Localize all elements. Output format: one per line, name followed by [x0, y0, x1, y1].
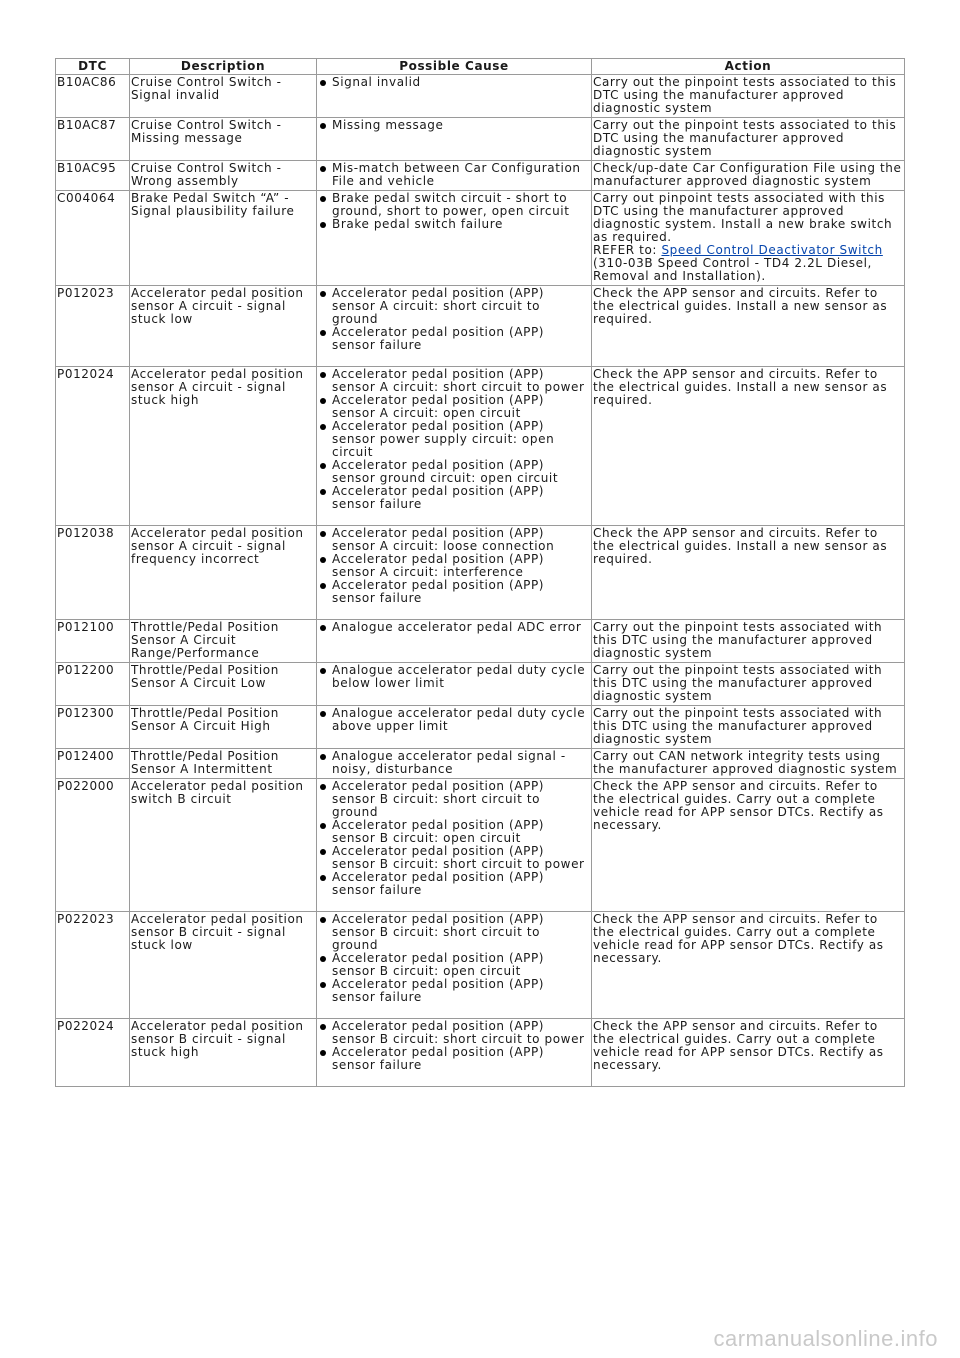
- header-action: Action: [592, 59, 905, 75]
- cause-item: [332, 527, 590, 553]
- dtc-description: Cruise Control Switch - Wrong assembly: [130, 161, 317, 191]
- cause-text: Accelerator pedal position (APP) sensor power supply circuit: open circuit: [332, 419, 555, 459]
- cause-item: [332, 485, 590, 511]
- cause-text: Accelerator pedal position (APP) sensor failure: [332, 1045, 545, 1072]
- action-text: Check the APP sensor and circuits. Refer to the electrical guides. Carry out a complete vehicle read for APP sensor DTCs. Rectify as necessary.: [593, 779, 884, 832]
- bullet-icon: [320, 784, 326, 790]
- cause-text: Accelerator pedal position (APP) sensor failure: [332, 484, 545, 511]
- dtc-description: Accelerator pedal position sensor B circuit - signal stuck low: [130, 912, 317, 1019]
- table-row: [56, 367, 905, 526]
- action-cell: [592, 367, 905, 526]
- action-cell: [592, 706, 905, 749]
- action-cell: [592, 663, 905, 706]
- cause-text: Mis-match between Car Configuration File and vehicle: [332, 161, 581, 188]
- cause-item: [332, 621, 590, 634]
- table-row: [56, 779, 905, 912]
- bullet-icon: [320, 1024, 326, 1030]
- dtc-description: Cruise Control Switch - Missing message: [130, 118, 317, 161]
- watermark-text: carmanualsonline.info: [713, 1326, 938, 1351]
- table-row: [56, 118, 905, 161]
- action-cell: [592, 779, 905, 912]
- bullet-icon: [320, 557, 326, 563]
- cause-item: [332, 368, 590, 394]
- dtc-code: P012200: [56, 663, 130, 706]
- cause-item: [332, 162, 590, 188]
- cause-item: [332, 780, 590, 819]
- cause-text: Accelerator pedal position (APP) sensor A circuit: open circuit: [332, 393, 545, 420]
- dtc-description: Brake Pedal Switch “A” - Signal plausibility failure: [130, 191, 317, 286]
- bullet-icon: [320, 222, 326, 228]
- bullet-icon: [320, 166, 326, 172]
- action-text: Carry out the pinpoint tests associated with this DTC using the manufacturer approved diagnostic system: [593, 706, 883, 746]
- cause-item: [332, 459, 590, 485]
- cause-text: Accelerator pedal position (APP) sensor B circuit: open circuit: [332, 818, 545, 845]
- table-row: [56, 161, 905, 191]
- possible-cause-cell: [317, 367, 592, 526]
- dtc-code: P022000: [56, 779, 130, 912]
- dtc-code: B10AC87: [56, 118, 130, 161]
- cause-item: [332, 579, 590, 605]
- cause-item: [332, 819, 590, 845]
- action-text: Check the APP sensor and circuits. Refer to the electrical guides. Install a new sensor as required.: [593, 367, 888, 407]
- possible-cause-cell: [317, 779, 592, 912]
- cause-list: [318, 76, 590, 89]
- cause-text: Accelerator pedal position (APP) sensor failure: [332, 578, 545, 605]
- possible-cause-cell: [317, 1019, 592, 1087]
- dtc-table: [55, 58, 905, 1087]
- bullet-icon: [320, 754, 326, 760]
- dtc-description: Accelerator pedal position sensor B circuit - signal stuck high: [130, 1019, 317, 1087]
- cause-item: [332, 119, 590, 132]
- dtc-description: Throttle/Pedal Position Sensor A Circuit High: [130, 706, 317, 749]
- table-row: [56, 526, 905, 620]
- cause-item: [332, 952, 590, 978]
- dtc-code: P012300: [56, 706, 130, 749]
- refer-suffix: (310-03B Speed Control - TD4 2.2L Diesel, Removal and Installation).: [593, 256, 872, 283]
- table-row: [56, 75, 905, 118]
- dtc-description: Accelerator pedal position sensor A circuit - signal frequency incorrect: [130, 526, 317, 620]
- table-row: [56, 706, 905, 749]
- cause-text: Accelerator pedal position (APP) sensor ground circuit: open circuit: [332, 458, 559, 485]
- dtc-code: B10AC95: [56, 161, 130, 191]
- bullet-icon: [320, 291, 326, 297]
- cause-text: Missing message: [332, 118, 444, 132]
- table-row: [56, 1019, 905, 1087]
- possible-cause-cell: [317, 161, 592, 191]
- action-text: Carry out the pinpoint tests associated to this DTC using the manufacturer approved diagnostic system: [593, 75, 897, 115]
- dtc-description: Cruise Control Switch - Signal invalid: [130, 75, 317, 118]
- cause-text: Analogue accelerator pedal duty cycle above upper limit: [332, 706, 586, 733]
- cause-list: [318, 913, 590, 1004]
- cause-item: [332, 1020, 590, 1046]
- cause-text: Analogue accelerator pedal duty cycle below lower limit: [332, 663, 586, 690]
- possible-cause-cell: [317, 191, 592, 286]
- dtc-description: Throttle/Pedal Position Sensor A Circuit Low: [130, 663, 317, 706]
- possible-cause-cell: [317, 912, 592, 1019]
- cause-item: [332, 76, 590, 89]
- bullet-icon: [320, 196, 326, 202]
- header-description: Description: [130, 59, 317, 75]
- bullet-icon: [320, 489, 326, 495]
- cause-text: Accelerator pedal position (APP) sensor A circuit: short circuit to ground: [332, 286, 545, 326]
- header-possible-cause: Possible Cause: [317, 59, 592, 75]
- action-text: Carry out CAN network integrity tests using the manufacturer approved diagnostic system: [593, 749, 898, 776]
- dtc-description: Accelerator pedal position sensor A circuit - signal stuck high: [130, 367, 317, 526]
- cause-item: [332, 420, 590, 459]
- table-row: [56, 663, 905, 706]
- action-cell: [592, 161, 905, 191]
- table-row: [56, 620, 905, 663]
- bullet-icon: [320, 668, 326, 674]
- cause-text: Brake pedal switch circuit - short to ground, short to power, open circuit: [332, 191, 570, 218]
- action-cell: [592, 912, 905, 1019]
- header-dtc: DTC: [56, 59, 130, 75]
- dtc-description: Accelerator pedal position sensor A circuit - signal stuck low: [130, 286, 317, 367]
- cause-list: [318, 287, 590, 352]
- possible-cause-cell: [317, 620, 592, 663]
- action-cell: [592, 118, 905, 161]
- possible-cause-cell: [317, 663, 592, 706]
- bullet-icon: [320, 956, 326, 962]
- cause-text: Accelerator pedal position (APP) sensor B circuit: short circuit to power: [332, 844, 585, 871]
- cause-item: [332, 192, 590, 218]
- cause-item: [332, 707, 590, 733]
- bullet-icon: [320, 711, 326, 717]
- refer-link[interactable]: Speed Control Deactivator Switch: [661, 243, 883, 257]
- bullet-icon: [320, 398, 326, 404]
- dtc-description: Throttle/Pedal Position Sensor A Intermittent: [130, 749, 317, 779]
- action-text: Check/up-date Car Configuration File using the manufacturer approved diagnostic system: [593, 161, 902, 188]
- bullet-icon: [320, 424, 326, 430]
- action-text: Carry out the pinpoint tests associated with this DTC using the manufacturer approved diagnostic system: [593, 620, 883, 660]
- possible-cause-cell: [317, 526, 592, 620]
- dtc-description: Throttle/Pedal Position Sensor A Circuit Range/Performance: [130, 620, 317, 663]
- cause-item: [332, 218, 590, 231]
- cause-item: [332, 287, 590, 326]
- cause-text: Analogue accelerator pedal ADC error: [332, 620, 582, 634]
- cause-item: [332, 750, 590, 776]
- action-cell: [592, 1019, 905, 1087]
- cause-text: Accelerator pedal position (APP) sensor B circuit: short circuit to ground: [332, 912, 545, 952]
- dtc-code: P012100: [56, 620, 130, 663]
- dtc-code: P012038: [56, 526, 130, 620]
- cause-text: Brake pedal switch failure: [332, 217, 503, 231]
- cause-list: [318, 621, 590, 634]
- cause-list: [318, 527, 590, 605]
- cause-item: [332, 1046, 590, 1072]
- possible-cause-cell: [317, 118, 592, 161]
- cause-item: [332, 978, 590, 1004]
- cause-text: Signal invalid: [332, 75, 421, 89]
- possible-cause-cell: [317, 749, 592, 779]
- dtc-code: B10AC86: [56, 75, 130, 118]
- bullet-icon: [320, 463, 326, 469]
- cause-list: [318, 192, 590, 231]
- dtc-description: Accelerator pedal position switch B circuit: [130, 779, 317, 912]
- bullet-icon: [320, 330, 326, 336]
- cause-text: Accelerator pedal position (APP) sensor A circuit: loose connection: [332, 526, 555, 553]
- possible-cause-cell: [317, 286, 592, 367]
- cause-list: [318, 664, 590, 690]
- refer-prefix: REFER to:: [593, 243, 662, 257]
- cause-item: [332, 394, 590, 420]
- action-cell: [592, 526, 905, 620]
- table-row: [56, 912, 905, 1019]
- cause-text: Analogue accelerator pedal signal - noisy, disturbance: [332, 749, 566, 776]
- cause-item: [332, 845, 590, 871]
- header-row: [56, 59, 905, 75]
- action-text: Check the APP sensor and circuits. Refer to the electrical guides. Install a new sensor as required.: [593, 286, 888, 326]
- cause-item: [332, 871, 590, 897]
- bullet-icon: [320, 917, 326, 923]
- cause-list: [318, 780, 590, 897]
- cause-item: [332, 913, 590, 952]
- action-text: Check the APP sensor and circuits. Refer to the electrical guides. Carry out a complete vehicle read for APP sensor DTCs. Rectify as necessary.: [593, 912, 884, 965]
- action-text: Check the APP sensor and circuits. Refer to the electrical guides. Install a new sensor as required.: [593, 526, 888, 566]
- cause-list: [318, 368, 590, 511]
- bullet-icon: [320, 372, 326, 378]
- cause-text: Accelerator pedal position (APP) sensor B circuit: short circuit to ground: [332, 779, 545, 819]
- action-cell: [592, 749, 905, 779]
- cause-text: Accelerator pedal position (APP) sensor failure: [332, 977, 545, 1004]
- cause-text: Accelerator pedal position (APP) sensor A circuit: interference: [332, 552, 545, 579]
- possible-cause-cell: [317, 75, 592, 118]
- possible-cause-cell: [317, 706, 592, 749]
- cause-text: Accelerator pedal position (APP) sensor failure: [332, 325, 545, 352]
- table-row: [56, 286, 905, 367]
- dtc-code: P012400: [56, 749, 130, 779]
- cause-list: [318, 750, 590, 776]
- cause-text: Accelerator pedal position (APP) sensor B circuit: open circuit: [332, 951, 545, 978]
- cause-item: [332, 664, 590, 690]
- dtc-code: P012023: [56, 286, 130, 367]
- table-row: [56, 749, 905, 779]
- bullet-icon: [320, 823, 326, 829]
- cause-text: Accelerator pedal position (APP) sensor A circuit: short circuit to power: [332, 367, 585, 394]
- action-cell: [592, 75, 905, 118]
- action-cell: [592, 286, 905, 367]
- bullet-icon: [320, 583, 326, 589]
- cause-text: Accelerator pedal position (APP) sensor failure: [332, 870, 545, 897]
- cause-list: [318, 707, 590, 733]
- dtc-code: P022023: [56, 912, 130, 1019]
- bullet-icon: [320, 849, 326, 855]
- bullet-icon: [320, 625, 326, 631]
- cause-list: [318, 119, 590, 132]
- bullet-icon: [320, 875, 326, 881]
- bullet-icon: [320, 531, 326, 537]
- cause-item: [332, 326, 590, 352]
- action-text: Carry out pinpoint tests associated with this DTC using the manufacturer approved diagnostic system. Install a new brake switch as required.: [593, 191, 893, 244]
- cause-list: [318, 1020, 590, 1072]
- dtc-code: C004064: [56, 191, 130, 286]
- bullet-icon: [320, 80, 326, 86]
- action-cell: [592, 191, 905, 286]
- action-text: Carry out the pinpoint tests associated to this DTC using the manufacturer approved diagnostic system: [593, 118, 897, 158]
- cause-list: [318, 162, 590, 188]
- cause-item: [332, 553, 590, 579]
- action-text: Check the APP sensor and circuits. Refer to the electrical guides. Carry out a complete vehicle read for APP sensor DTCs. Rectify as necessary.: [593, 1019, 884, 1072]
- bullet-icon: [320, 982, 326, 988]
- cause-text: Accelerator pedal position (APP) sensor B circuit: short circuit to power: [332, 1019, 585, 1046]
- action-text: Carry out the pinpoint tests associated with this DTC using the manufacturer approved diagnostic system: [593, 663, 883, 703]
- bullet-icon: [320, 123, 326, 129]
- table-row: [56, 191, 905, 286]
- dtc-page: [55, 58, 904, 1087]
- action-cell: [592, 620, 905, 663]
- dtc-code: P012024: [56, 367, 130, 526]
- dtc-code: P022024: [56, 1019, 130, 1087]
- bullet-icon: [320, 1050, 326, 1056]
